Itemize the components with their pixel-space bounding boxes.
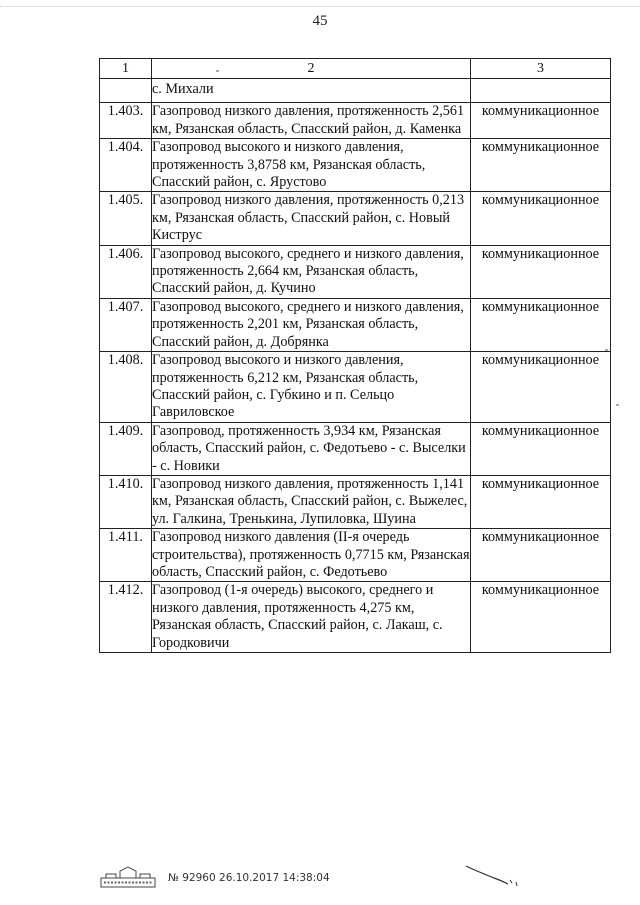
- document-id: № 92960: [168, 872, 216, 884]
- handwritten-signature-icon: [464, 860, 520, 890]
- cell-num: 1.410.: [100, 475, 152, 528]
- cell-num: 1.403.: [100, 103, 152, 139]
- cell-num: 1.405.: [100, 192, 152, 245]
- cell-num: [100, 79, 152, 103]
- cell-kind: коммуникационное: [471, 582, 611, 653]
- cell-kind: коммуникационное: [471, 475, 611, 528]
- table-row: [100, 529, 611, 582]
- header-col-2: 2: [152, 59, 471, 79]
- cell-kind: коммуникационное: [471, 298, 611, 351]
- cell-num: 1.408.: [100, 352, 152, 423]
- table-row: [100, 352, 611, 423]
- table-row: [100, 103, 611, 139]
- cell-description: Газопровод низкого давления, протяженность 1,141 км, Рязанская область, Спасский район, с. Выжелес, ул. Галкина, Тренькина, Лупиловка, Шуина: [152, 475, 471, 528]
- table-row: [100, 475, 611, 528]
- table-row: [100, 298, 611, 351]
- cell-kind: коммуникационное: [471, 192, 611, 245]
- scan-edge-artifact: [0, 6, 640, 11]
- registry-stamp-icon: [100, 866, 156, 888]
- page-number: 45: [312, 13, 328, 29]
- cell-kind: коммуникационное: [471, 103, 611, 139]
- cell-description: Газопровод низкого давления (II-я очередь строительства), протяженность 0,7715 км, Рязанская область, Спасский район, с. Федотьево: [152, 529, 470, 580]
- cell-kind: коммуникационное: [471, 352, 611, 423]
- table-row-continuation: [100, 79, 611, 103]
- cell-kind: [471, 79, 611, 103]
- cell-kind: коммуникационное: [471, 529, 611, 582]
- table-header-row: [100, 59, 611, 79]
- cell-num: 1.412.: [100, 582, 152, 653]
- cell-num: 1.407.: [100, 298, 152, 351]
- scan-speck: [616, 404, 619, 406]
- cell-description: Газопровод высокого и низкого давления, протяженность 3,8758 км, Рязанская область, Спасский район, с. Ярустово: [152, 139, 471, 192]
- cell-kind: коммуникационное: [471, 245, 611, 298]
- cell-description: с. Михали: [152, 79, 471, 103]
- cell-kind: коммуникационное: [471, 422, 611, 475]
- table-row: [100, 192, 611, 245]
- document-footer: [100, 866, 520, 888]
- cell-description: Газопровод, протяженность 3,934 км, Рязанская область, Спасский район, с. Федотьево - с. Выселки - с. Новики: [152, 422, 471, 475]
- cell-description: Газопровод высокого, среднего и низкого давления, протяженность 2,664 км, Рязанская область, Спасский район, д. Кучино: [152, 245, 471, 298]
- table-row: [100, 422, 611, 475]
- cell-description: Газопровод низкого давления, протяженность 2,561 км, Рязанская область, Спасский район, д. Каменка: [152, 103, 471, 139]
- scan-speck: [216, 70, 219, 72]
- cell-num: 1.406.: [100, 245, 152, 298]
- document-timestamp: 26.10.2017 14:38:04: [219, 872, 330, 884]
- cell-description: Газопровод низкого давления, протяженность 0,213 км, Рязанская область, Спасский район, с. Новый Киструс: [152, 192, 471, 245]
- header-col-3: 3: [471, 59, 611, 79]
- header-col-1: 1: [100, 59, 152, 79]
- table-row: [100, 139, 611, 192]
- scan-speck: [605, 349, 608, 351]
- cell-description: Газопровод высокого и низкого давления, протяженность 6,212 км, Рязанская область, Спасский район, с. Губкино и п. Сельцо Гавриловское: [152, 352, 471, 423]
- footer-stamp-text: [168, 872, 330, 884]
- table-row: [100, 582, 611, 653]
- cell-description: Газопровод высокого, среднего и низкого давления, протяженность 2,201 км, Рязанская область, Спасский район, д. Добрянка: [152, 298, 471, 351]
- property-table: [99, 58, 611, 653]
- cell-kind: коммуникационное: [471, 139, 611, 192]
- cell-num: 1.404.: [100, 139, 152, 192]
- cell-num: 1.409.: [100, 422, 152, 475]
- cell-description: Газопровод (1-я очередь) высокого, среднего и низкого давления, протяженность 4,275 км, Рязанская область, Спасский район, с. Лакаш, с. Городковичи: [152, 582, 471, 653]
- table-row: [100, 245, 611, 298]
- cell-num: 1.411.: [100, 529, 152, 582]
